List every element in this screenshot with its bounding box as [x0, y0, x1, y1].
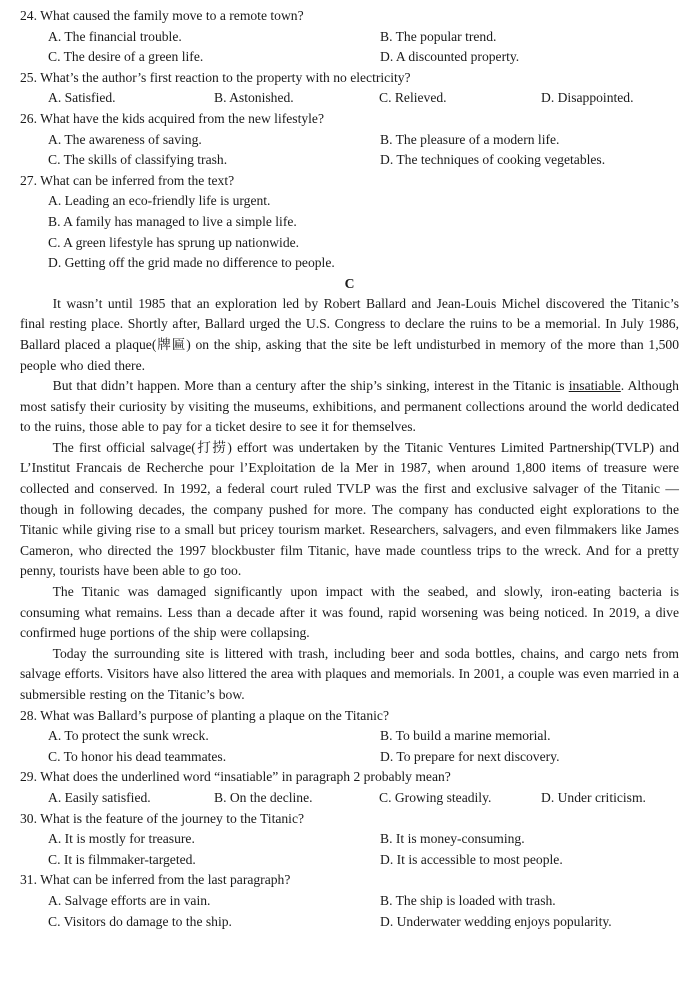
- option-c[interactable]: C. To honor his dead teammates.: [48, 748, 227, 764]
- options-row: [20, 130, 679, 151]
- options-row: [20, 27, 679, 48]
- option-b[interactable]: B. The popular trend.: [380, 28, 497, 44]
- question-27: [20, 171, 679, 274]
- options-row: [20, 88, 679, 109]
- option-d[interactable]: D. Disappointed.: [541, 90, 634, 106]
- options-row: [20, 788, 679, 809]
- question-stem: 29. What does the underlined word “insatiable” in paragraph 2 probably mean?: [20, 769, 451, 785]
- option-b[interactable]: B. On the decline.: [214, 789, 313, 805]
- option-b[interactable]: B. Astonished.: [214, 90, 294, 106]
- option-d[interactable]: D. Getting off the grid made no difference to people.: [48, 255, 335, 271]
- option-a[interactable]: A. Satisfied.: [48, 90, 116, 106]
- option-a[interactable]: A. Leading an eco-friendly life is urgent.: [48, 193, 271, 209]
- option-d[interactable]: D. Underwater wedding enjoys popularity.: [380, 913, 612, 929]
- question-stem: 30. What is the feature of the journey to the Titanic?: [20, 810, 305, 826]
- option-a[interactable]: A. Easily satisfied.: [48, 789, 151, 805]
- option-b[interactable]: B. To build a marine memorial.: [380, 728, 551, 744]
- passage-paragraph-5: Today the surrounding site is littered with trash, including beer and soda bottles, chains, and cargo nets from salvage efforts. Visitors have also littered the area with plaques and memorials. In 2001, a couple was even married in a submersible resting on the Titanic’s bow.: [20, 645, 679, 702]
- question-25: [20, 68, 679, 109]
- option-c[interactable]: C. The desire of a green life.: [48, 49, 204, 65]
- option-c[interactable]: C. Growing steadily.: [379, 789, 492, 805]
- options-row: [20, 747, 679, 768]
- question-26: [20, 109, 679, 171]
- question-stem: 25. What’s the author’s first reaction to the property with no electricity?: [20, 69, 411, 85]
- question-29: [20, 767, 679, 808]
- option-d[interactable]: D. The techniques of cooking vegetables.: [380, 152, 606, 168]
- options-row: [20, 726, 679, 747]
- passage: [20, 294, 679, 706]
- passage-paragraph-3: The first official salvage(打捞) effort was undertaken by the Titanic Ventures Limited Partnership(TVLP) and L’Institut Francais de Recherche pour l’Exploitation de la Mer in 1987, when around 1,800 items of treasure were collected and conserved. In 1992, a federal court ruled TVLP was the first and exclusive salvager of the Titanic — though in following decades, the company pushed for more. The company has conducted eight explorations to the Titanic while giving rise to a small but pricey tourism market. Researchers, salvagers, and even filmmakers like James Cameron, who directed the 1997 blockbuster film Titanic, have made countless trips to the wreck. And for a pretty penny, tourists have been able to go too.: [20, 439, 679, 579]
- question-stem: 28. What was Ballard’s purpose of planting a plaque on the Titanic?: [20, 707, 389, 723]
- options-row: [20, 829, 679, 850]
- question-stem: 31. What can be inferred from the last paragraph?: [20, 872, 291, 888]
- option-b[interactable]: B. The ship is loaded with trash.: [380, 892, 556, 908]
- passage-paragraph-2: [20, 376, 679, 438]
- option-c[interactable]: C. The skills of classifying trash.: [48, 152, 228, 168]
- option-d[interactable]: D. To prepare for next discovery.: [380, 748, 560, 764]
- question-stem: 27. What can be inferred from the text?: [20, 172, 235, 188]
- option-a[interactable]: A. Salvage efforts are in vain.: [48, 892, 211, 908]
- option-d[interactable]: D. Under criticism.: [541, 789, 646, 805]
- option-d[interactable]: D. A discounted property.: [380, 49, 520, 65]
- options-row: [20, 891, 679, 912]
- underlined-word: insatiable: [568, 378, 621, 394]
- option-b[interactable]: B. It is money-consuming.: [380, 831, 525, 847]
- option-c[interactable]: C. Relieved.: [379, 90, 447, 106]
- option-a[interactable]: A. The awareness of saving.: [48, 131, 202, 147]
- section-heading: C: [344, 275, 355, 291]
- options-row: [20, 850, 679, 871]
- option-d[interactable]: D. It is accessible to most people.: [380, 851, 563, 867]
- options-row: [20, 912, 679, 933]
- option-c[interactable]: C. It is filmmaker-targeted.: [48, 851, 196, 867]
- option-b[interactable]: B. A family has managed to live a simple life.: [48, 213, 297, 229]
- passage-paragraph-1: It wasn’t until 1985 that an exploration led by Robert Ballard and Jean-Louis Michel discovered the Titanic’s final resting place. Shortly after, Ballard urged the U.S. Congress to declare the ruins to be a memorial. In July 1986, Ballard placed a plaque(牌匾) on the ship, asking that the site be left undisturbed in memory of the more than 1,500 people who died there.: [20, 295, 679, 373]
- option-a[interactable]: A. To protect the sunk wreck.: [48, 728, 209, 744]
- option-a[interactable]: A. The financial trouble.: [48, 28, 182, 44]
- option-c[interactable]: C. Visitors do damage to the ship.: [48, 913, 232, 929]
- option-a[interactable]: A. It is mostly for treasure.: [48, 831, 195, 847]
- question-28: [20, 706, 679, 768]
- paragraph-text: But that didn’t happen. More than a century after the ship’s sinking, interest in the Titanic is: [52, 378, 565, 394]
- option-b[interactable]: B. The pleasure of a modern life.: [380, 131, 560, 147]
- question-31: [20, 870, 679, 932]
- options-row: [20, 150, 679, 171]
- options-row: [20, 47, 679, 68]
- question-stem: 26. What have the kids acquired from the new lifestyle?: [20, 110, 324, 126]
- option-c[interactable]: C. A green lifestyle has sprung up nationwide.: [48, 234, 300, 250]
- question-24: [20, 6, 679, 68]
- question-stem: 24. What caused the family move to a remote town?: [20, 8, 304, 23]
- passage-paragraph-4: The Titanic was damaged significantly upon impact with the seabed, and slowly, iron-eating bacteria is consuming what remains. Less than a decade after it was found, rapid worsening was being noticed. In 2019, a dive confirmed huge portions of the ship were collapsing.: [20, 584, 679, 641]
- question-30: [20, 809, 679, 871]
- paragraph-text: . Although most satisfy their curiosity by visiting the museums, exhibitions, and permanent collections around the world dedicated to the ruins, those able to pay for a ticket desire to see it for themselves.: [20, 378, 679, 435]
